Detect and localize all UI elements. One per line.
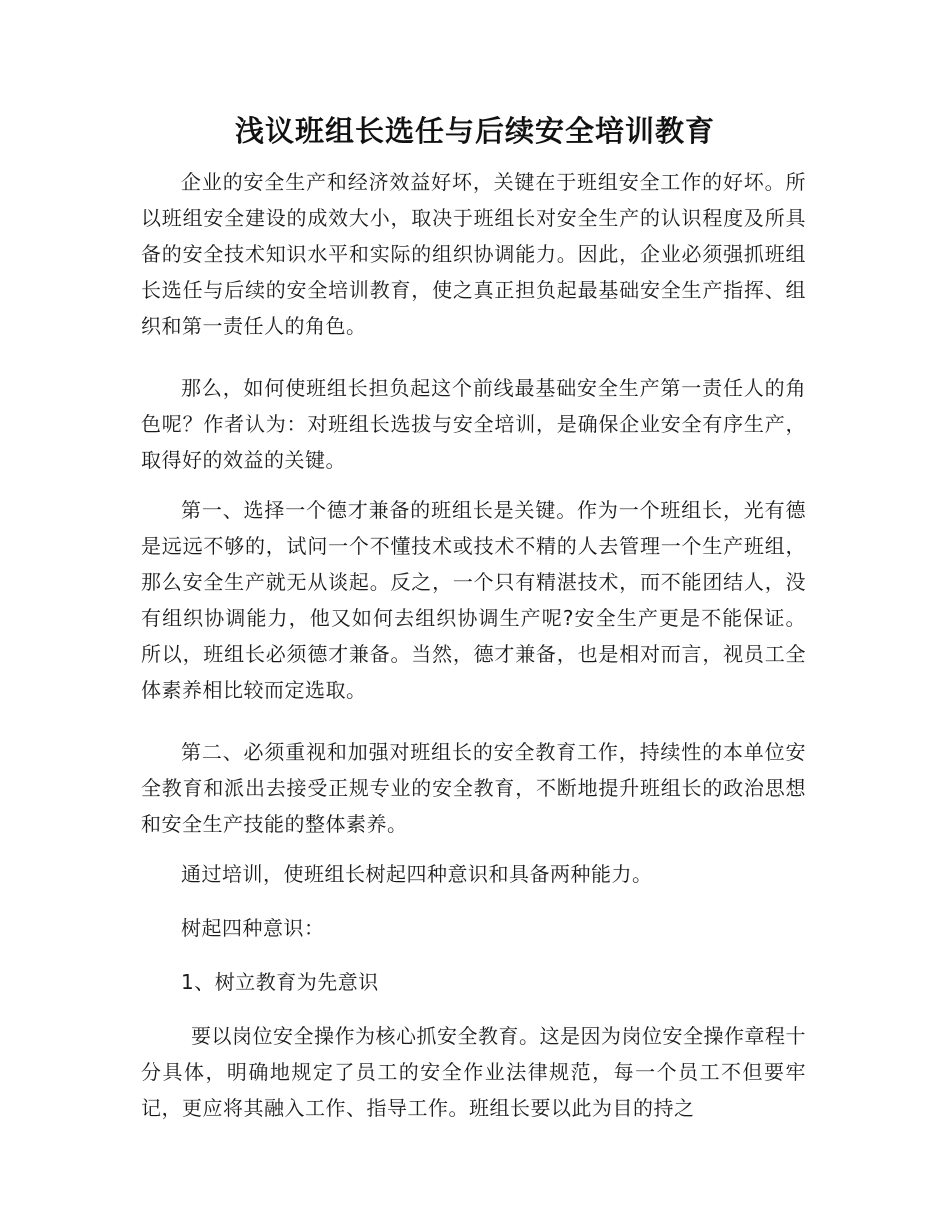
paragraph-four-awareness-heading: 树起四种意识： (181, 916, 325, 940)
paragraph-first-point: 第一、选择一个德才兼备的班组长是关键。作为一个班组长，光有德是远远不够的，试问一个不懂技术或技术不精的人去管理一个生产班组，那么安全生产就无从谈起。反之，一个只有精湛技术，而不能团结人，没有组织协调能力，他又如何去组织协调生产呢?安全生产更是不能保证。所以，班组长必须德才兼备。当然，德才兼备，也是相对而言，视员工全体素养相比较而定选取。 (141, 498, 806, 702)
document-title: 浅议班组长选任与后续安全培训教育 (234, 114, 715, 148)
paragraph-second-point: 第二、必须重视和加强对班组长的安全教育工作，持续性的本单位安全教育和派出去接受正规专业的安全教育，不断地提升班组长的政治思想和安全生产技能的整体素养。 (141, 740, 806, 836)
paragraph-question: 那么，如何使班组长担负起这个前线最基础安全生产第一责任人的角色呢？作者认为：对班组长选拔与安全培训，是确保企业安全有序生产，取得好的效益的关键。 (141, 376, 806, 472)
paragraph-intro: 企业的安全生产和经济效益好坏，关键在于班组安全工作的好坏。所以班组安全建设的成效大小，取决于班组长对安全生产的认识程度及所具备的安全技术知识水平和实际的组织协调能力。因此，企业必须强抓班组长选任与后续的安全培训教育，使之真正担负起最基础安全生产指挥、组织和第一责任人的角色。 (141, 170, 806, 338)
paragraph-item-1-body: 要以岗位安全操作为核心抓安全教育。这是因为岗位安全操作章程十分具体，明确地规定了员工的安全作业法律规范，每一个员工不但要牢记，更应将其融入工作、指导工作。班组长要以此为目的持之 (141, 1024, 806, 1120)
paragraph-training-goal: 通过培训，使班组长树起四种意识和具备两种能力。 (181, 862, 653, 886)
paragraph-item-1-heading: 1、树立教育为先意识 (181, 970, 379, 994)
